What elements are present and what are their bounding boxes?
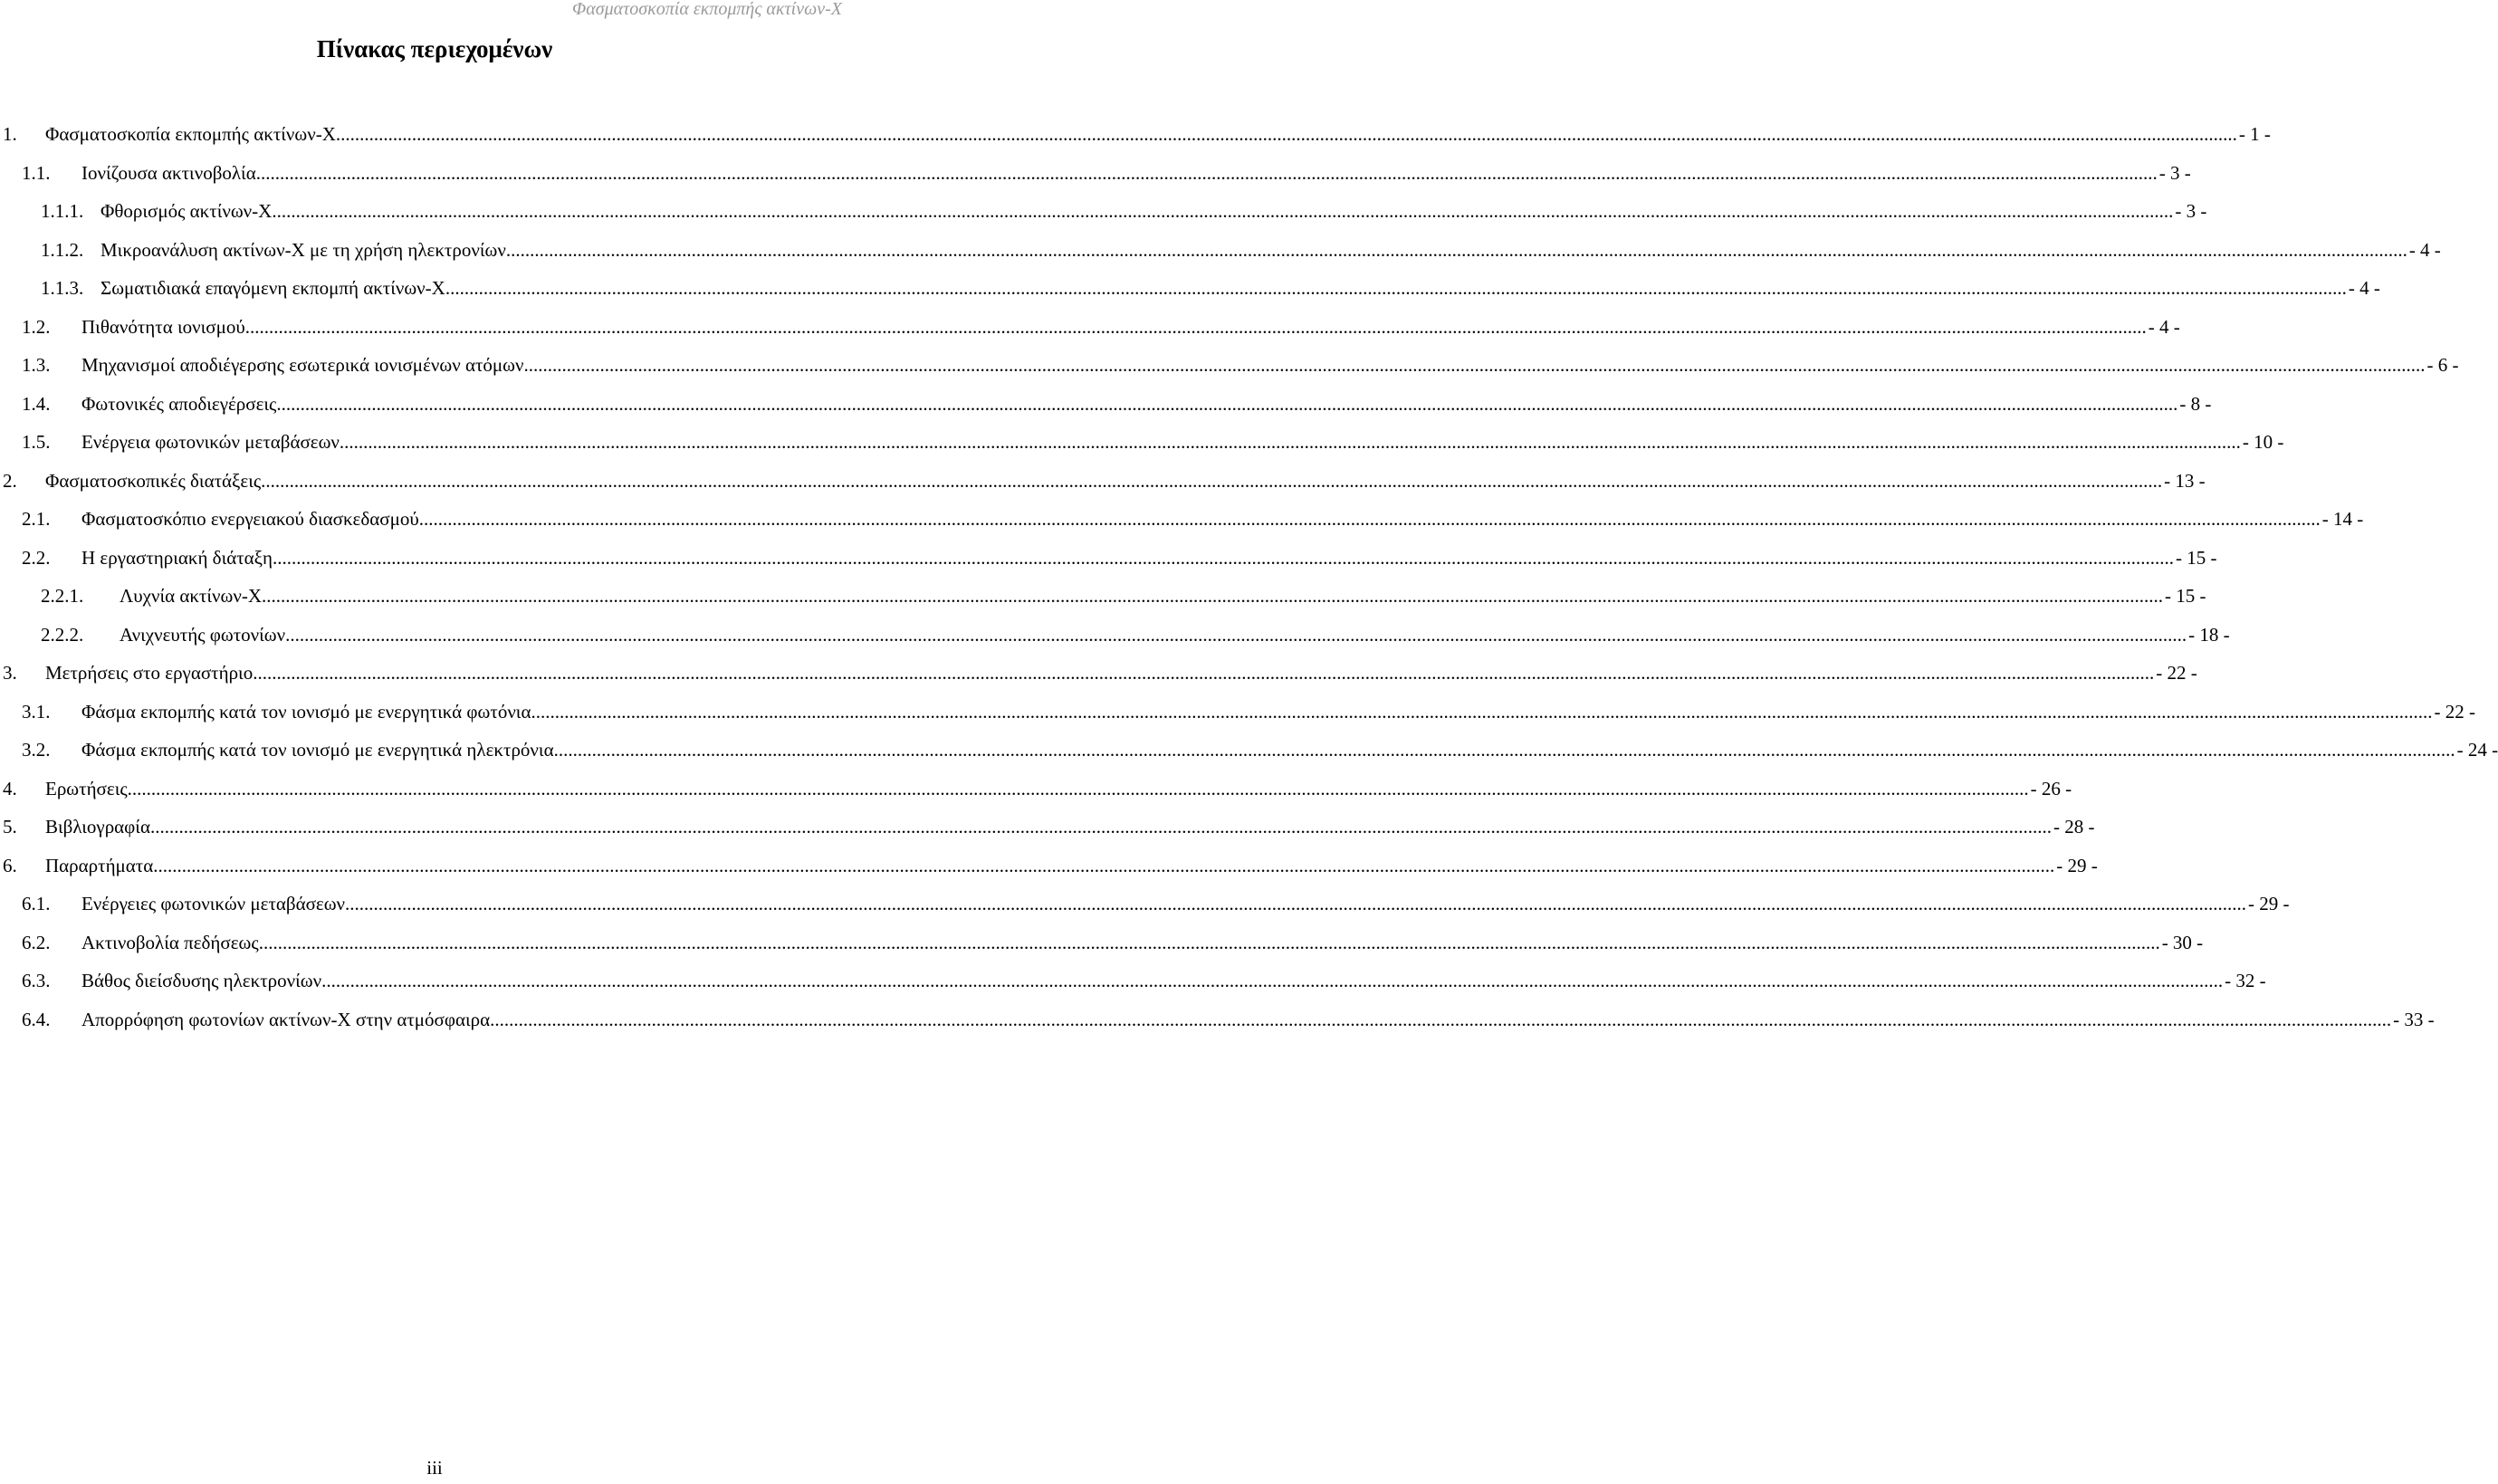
toc-entry-label[interactable]: Ακτινοβολία πεδήσεως [81, 931, 259, 953]
toc-entry-page[interactable]: - 4 - [2348, 277, 2380, 299]
toc-entry-line [100, 269, 2380, 308]
toc-entry-page[interactable]: - 3 - [2158, 161, 2191, 184]
toc-entry-line [81, 731, 2498, 770]
toc-entry-line [81, 962, 2266, 1001]
toc-entry[interactable] [0, 962, 2266, 1001]
toc-entry-page[interactable]: - 22 - [2434, 700, 2475, 723]
toc-entry-label[interactable]: Λυχνία ακτίνων-Χ [120, 585, 262, 607]
toc-entry-page[interactable]: - 33 - [2393, 1008, 2435, 1030]
toc-entry-label[interactable]: Η εργαστηριακή διάταξη [81, 546, 273, 569]
toc-entry-page[interactable]: - 32 - [2225, 970, 2266, 991]
toc-entry-number: 2.2. [22, 546, 51, 569]
toc-entry[interactable] [0, 924, 2204, 962]
toc-entry[interactable] [0, 731, 2498, 770]
toc-entry-number: 3.1. [22, 700, 51, 723]
toc-entry-label[interactable]: Ενέργειες φωτονικών μεταβάσεων [81, 893, 346, 914]
toc-entry-number: 5. [3, 816, 17, 838]
toc-entry-line [45, 654, 2197, 693]
toc-entry-line [45, 462, 2206, 501]
toc-entry-label[interactable]: Μετρήσεις στο εργαστήριο [45, 662, 254, 684]
toc-dot-leader: ................................................................................................................................................................................................................................................................................................................................................................................................................ [285, 623, 2187, 646]
toc-entry[interactable] [0, 847, 2098, 886]
toc-entry-number: 1.5. [22, 431, 51, 453]
toc-entry-page[interactable]: - 10 - [2242, 431, 2284, 453]
toc-entry[interactable] [0, 577, 2206, 616]
toc-dot-leader: ................................................................................................................................................................................................................................................................................................................................................................................................................ [490, 1008, 2392, 1030]
toc-dot-leader: ................................................................................................................................................................................................................................................................................................................................................................................................................ [553, 739, 2455, 761]
toc-entry-line [45, 115, 2271, 154]
toc-entry-line [81, 693, 2475, 732]
toc-entry-line [100, 231, 2441, 270]
toc-entry-page[interactable]: - 1 - [2238, 123, 2271, 145]
toc-entry-label[interactable]: Ιονίζουσα ακτινοβολία [81, 161, 256, 184]
toc-entry-label[interactable]: Σωματιδιακά επαγόμενη εκπομπή ακτίνων-Χ [100, 277, 445, 299]
toc-entry-number: 2.1. [22, 508, 51, 530]
toc-entry-line [81, 539, 2217, 578]
toc-entry[interactable] [0, 616, 2230, 655]
toc-entry[interactable] [0, 346, 2459, 385]
toc-entry-page[interactable]: - 8 - [2179, 392, 2212, 415]
toc-entry[interactable] [0, 808, 2095, 847]
toc-entry[interactable] [0, 770, 2072, 809]
toc-dot-leader: ................................................................................................................................................................................................................................................................................................................................................................................................................ [339, 431, 2241, 453]
toc-entry-number: 1. [3, 123, 17, 145]
toc-entry-label[interactable]: Απορρόφηση φωτονίων ακτίνων-Χ στην ατμόσφαιρα [81, 1008, 491, 1030]
toc-dot-leader: ................................................................................................................................................................................................................................................................................................................................................................................................................ [258, 931, 2160, 953]
toc-dot-leader: ................................................................................................................................................................................................................................................................................................................................................................................................................ [276, 392, 2178, 415]
toc-entry-number: 6.4. [22, 1008, 51, 1030]
toc-entry-page[interactable]: - 22 - [2156, 662, 2197, 684]
toc-entry-line [120, 616, 2230, 655]
toc-dot-leader: ................................................................................................................................................................................................................................................................................................................................................................................................................ [505, 238, 2407, 261]
toc-entry-line [81, 154, 2191, 193]
toc-entry-page[interactable]: - 29 - [2248, 893, 2290, 914]
toc-entry-line [81, 423, 2284, 462]
toc-entry-page[interactable]: - 14 - [2321, 508, 2364, 530]
toc-dot-leader: ................................................................................................................................................................................................................................................................................................................................................................................................................ [127, 777, 2029, 799]
toc-entry-label[interactable]: Φασματοσκοπία εκπομπής ακτίνων-Χ [45, 123, 336, 145]
toc-entry-page[interactable]: - 4 - [2148, 315, 2180, 338]
toc-dot-leader: ................................................................................................................................................................................................................................................................................................................................................................................................................ [253, 662, 2155, 684]
toc-entry-label[interactable]: Ανιχνευτής φωτονίων [120, 623, 286, 646]
toc-dot-leader: ................................................................................................................................................................................................................................................................................................................................................................................................................ [262, 585, 2163, 607]
toc-entry-label[interactable]: Φασματοσκόπιο ενεργειακού διασκεδασμού [81, 508, 419, 530]
toc-dot-leader: ................................................................................................................................................................................................................................................................................................................................................................................................................ [531, 700, 2433, 723]
toc-entry[interactable] [0, 154, 2191, 193]
toc-entry-number: 1.1.3. [41, 277, 84, 299]
toc-entry-number: 1.1.1. [41, 200, 84, 222]
toc-dot-leader: ................................................................................................................................................................................................................................................................................................................................................................................................................ [523, 354, 2426, 376]
toc-entry-number: 6.3. [22, 970, 51, 991]
toc-dot-leader: ................................................................................................................................................................................................................................................................................................................................................................................................................ [345, 893, 2247, 914]
toc-entry-page[interactable]: - 13 - [2164, 469, 2206, 492]
toc-entry-label[interactable]: Βιβλιογραφία [45, 816, 150, 838]
toc-entry-label[interactable]: Φασματοσκοπικές διατάξεις [45, 469, 262, 492]
toc-entry-label[interactable]: Παραρτήματα [45, 854, 154, 876]
toc-entry-page[interactable]: - 15 - [2176, 546, 2217, 569]
toc-entry-label[interactable]: Φάσμα εκπομπής κατά τον ιονισμό με ενεργητικά φωτόνια [81, 700, 531, 723]
toc-entry-label[interactable]: Μηχανισμοί αποδιέγερσης εσωτερικά ιονισμένων ατόμων [81, 354, 524, 376]
toc-entry-line [81, 1001, 2435, 1039]
toc-list [0, 115, 2498, 1039]
toc-entry-page[interactable]: - 6 - [2426, 354, 2459, 376]
toc-entry-number: 2. [3, 469, 17, 492]
toc-dot-leader: ................................................................................................................................................................................................................................................................................................................................................................................................................ [261, 469, 2163, 492]
toc-entry[interactable] [0, 500, 2364, 539]
toc-dot-leader: ................................................................................................................................................................................................................................................................................................................................................................................................................ [149, 816, 2052, 838]
toc-entry-label[interactable]: Φάσμα εκπομπής κατά τον ιονισμό με ενεργητικά ηλεκτρόνια [81, 739, 554, 761]
toc-entry-number: 6. [3, 854, 17, 876]
toc-entry-number: 2.2.2. [41, 623, 84, 646]
toc-dot-leader: ................................................................................................................................................................................................................................................................................................................................................................................................................ [272, 200, 2174, 222]
running-header: Φασματοσκοπία εκπομπής ακτίνων-Χ [572, 0, 842, 19]
toc-entry[interactable] [0, 115, 2271, 154]
toc-entry-line [45, 808, 2095, 847]
toc-entry-line [100, 192, 2207, 231]
toc-entry[interactable] [0, 231, 2441, 270]
toc-entry-number: 2.2.1. [41, 585, 84, 607]
toc-entry-label[interactable]: Πιθανότητα ιονισμού [81, 315, 245, 338]
toc-entry-number: 6.1. [22, 893, 51, 914]
toc-entry[interactable] [0, 423, 2284, 462]
toc-entry-number: 1.3. [22, 354, 51, 376]
toc-entry-page[interactable]: - 28 - [2053, 816, 2095, 838]
toc-entry-number: 3. [3, 662, 17, 684]
toc-entry[interactable] [0, 462, 2206, 501]
toc-entry-number: 3.2. [22, 739, 51, 761]
toc-entry-number: 1.1.2. [41, 238, 84, 261]
toc-entry[interactable] [0, 192, 2207, 231]
toc-entry[interactable] [0, 539, 2217, 578]
toc-entry-page[interactable]: - 26 - [2030, 777, 2072, 799]
toc-entry-label[interactable]: Ερωτήσεις [45, 777, 128, 799]
toc-entry-line [81, 885, 2290, 924]
toc-entry[interactable] [0, 693, 2475, 732]
toc-entry[interactable] [0, 1001, 2435, 1039]
toc-entry-page[interactable]: - 18 - [2188, 623, 2230, 646]
toc-entry-line [81, 308, 2180, 347]
toc-entry-label[interactable]: Φθορισμός ακτίνων-Χ [100, 200, 273, 222]
toc-entry[interactable] [0, 654, 2197, 693]
toc-entry-label[interactable]: Βάθος διείσδυσης ηλεκτρονίων [81, 970, 322, 991]
toc-entry[interactable] [0, 385, 2212, 424]
page-number: iii [426, 1457, 443, 1479]
toc-entry-page[interactable]: - 24 - [2456, 739, 2498, 761]
toc-entry[interactable] [0, 269, 2380, 308]
toc-entry-page[interactable]: - 30 - [2161, 931, 2204, 953]
toc-dot-leader: ................................................................................................................................................................................................................................................................................................................................................................................................................ [321, 970, 2224, 991]
toc-entry-line [81, 346, 2459, 385]
toc-entry-label[interactable]: Μικροανάλυση ακτίνων-Χ με τη χρήση ηλεκτρονίων [100, 238, 506, 261]
toc-entry-label[interactable]: Ενέργεια φωτονικών μεταβάσεων [81, 431, 340, 453]
toc-dot-leader: ................................................................................................................................................................................................................................................................................................................................................................................................................ [273, 546, 2175, 569]
toc-dot-leader: ................................................................................................................................................................................................................................................................................................................................................................................................................ [255, 161, 2158, 184]
toc-entry-number: 6.2. [22, 931, 51, 953]
toc-entry-number: 4. [3, 777, 17, 799]
toc-entry-line [45, 770, 2072, 809]
toc-entry[interactable] [0, 885, 2290, 924]
toc-entry-number: 1.2. [22, 315, 51, 338]
toc-entry-label[interactable]: Φωτονικές αποδιεγέρσεις [81, 392, 277, 415]
toc-entry-page[interactable]: - 29 - [2056, 854, 2098, 876]
toc-entry-line [81, 924, 2204, 962]
toc-dot-leader: ................................................................................................................................................................................................................................................................................................................................................................................................................ [244, 315, 2147, 338]
toc-entry-number: 1.4. [22, 392, 51, 415]
toc-dot-leader: ................................................................................................................................................................................................................................................................................................................................................................................................................ [418, 508, 2321, 530]
toc-dot-leader: ................................................................................................................................................................................................................................................................................................................................................................................................................ [153, 854, 2055, 876]
toc-entry-page[interactable]: - 15 - [2165, 585, 2206, 607]
toc-entry-line [81, 385, 2212, 424]
toc-dot-leader: ................................................................................................................................................................................................................................................................................................................................................................................................................ [445, 277, 2347, 299]
toc-entry-page[interactable]: - 4 - [2408, 238, 2441, 261]
toc-entry-line [45, 847, 2098, 886]
toc-dot-leader: ................................................................................................................................................................................................................................................................................................................................................................................................................ [335, 123, 2237, 145]
toc-entry-page[interactable]: - 3 - [2175, 200, 2207, 222]
toc-entry-number: 1.1. [22, 161, 51, 184]
toc-entry-line [81, 500, 2364, 539]
toc-entry[interactable] [0, 308, 2180, 347]
toc-title: Πίνακας περιεχομένων [316, 35, 553, 62]
toc-entry-line [120, 577, 2206, 616]
